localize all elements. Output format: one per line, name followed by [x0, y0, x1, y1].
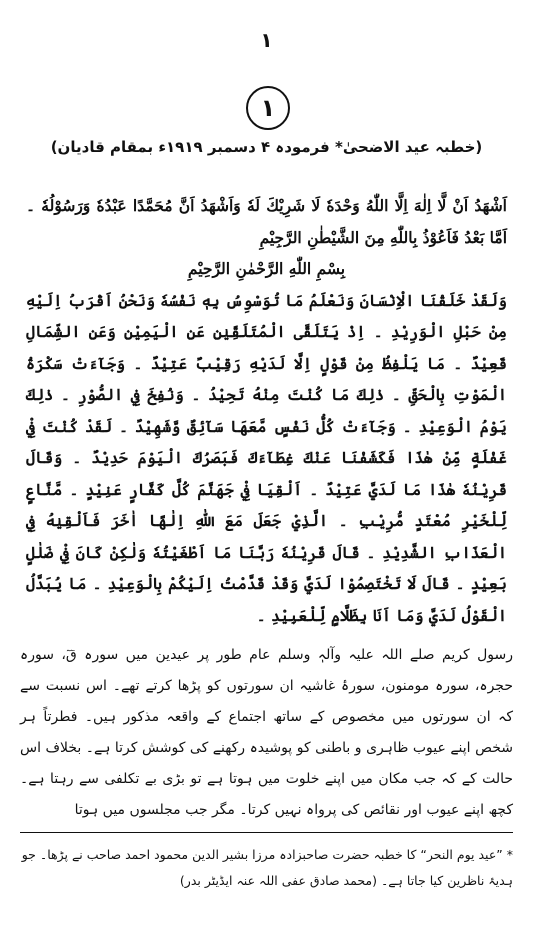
urdu-commentary: رسول کریم صلے اللہ علیہ وآلہٖ وسلم عام طور پر عیدین میں سورہ قٓ، سورہ حجرہ، سورہ مومنون، سورۂ غاشیہ ان سورتوں کو پڑھا کرتے تھے۔ اس نسبت سے کہ ان سورتوں میں مخصوص کے ساتھ اجتماع کے واقعہ مذکور ہیں۔ فطرتاً ہر شخص اپنے عیوب ظاہری و باطنی کو پوشیدہ رکھنے کی کوشش کرتا ہے۔ بخلاف اس حالت کے کہ جب مکان میں اپنے خلوت میں ہوتا ہے تو بڑی بے تکلفی سے رہتا ہے۔ کچھ اپنے عیوب اور نقائص کی پرواہ نہیں کرتا۔ مگر جب مجلسوں میں ہوتا [20, 647, 513, 818]
sermon-number: ۱ [260, 94, 276, 122]
footnote: * ”عید یوم النحر“ کا خطبہ حضرت صاحبزادہ مرزا بشیر الدین محمود احمد صاحب نے پڑھا۔ جو ہدیۂ ناظرین کیا جاتا ہے۔ (محمد صادق عفی اللہ عنہ ایڈیٹر بدر) [21, 847, 513, 888]
page-number: ۱ [260, 28, 273, 52]
sermon-number-circle [246, 86, 290, 130]
footnote-divider [20, 832, 513, 833]
arabic-quran-text [26, 190, 507, 631]
sermon-heading: (خطبہ عید الاضحیٰ* فرمودہ ۴ دسمبر ۱۹۱۹ء بمقام قادیان) [50, 138, 483, 156]
quran-verses: وَلَقَدْ خَلَقْنَا الْاِنْسَانَ وَنَعْلَمُ مَا تُوَسْوِسُ بِهٖ نَفْسُهٗ وَنَحْنُ اَقْرَبُ اِلَيْهِ مِنْ حَبْلِ الْوَرِيْدِ ۔ اِذْ يَتَلَقَّى الْمُتَلَقِّيٰنِ عَنِ الْيَمِيْنِ وَعَنِ الشِّمَالِ قَعِيْدٌ ۔ مَا يَلْفِظُ مِنْ قَوْلٍ اِلَّا لَدَيْهِ رَقِيْبٌ عَتِيْدٌ ۔ وَجَآءَتْ سَكْرَةُ الْمَوْتِ بِالْحَقِّ ۔ ذٰلِكَ مَا كُنْتَ مِنْهُ تَحِيْدُ ۔ وَنُفِخَ فِي الصُّوْرِ ۔ ذٰلِكَ يَوْمُ الْوَعِيْدِ ۔ وَجَآءَتْ كُلُّ نَفْسٍ مَّعَهَا سَآئِقٌ وَّشَهِيْدٌ ۔ لَقَدْ كُنْتَ فِيْ غَفْلَةٍ مِّنْ هٰذَا فَكَشَفْنَا عَنْكَ غِطَآءَكَ فَبَصَرُكَ الْيَوْمَ حَدِيْدٌ ۔ وَقَالَ قَرِيْنُهٗ هٰذَا مَا لَدَيَّ عَتِيْدٌ ۔ اَلْقِيَا فِيْ جَهَنَّمَ كُلَّ كَفَّارٍ عَنِيْدٍ ۔ مَّنَّاعٍ لِّلْخَيْرِ مُعْتَدٍ مُّرِيْبِ ۔ الَّذِيْ جَعَلَ مَعَ اللّٰهِ اِلٰهًا اٰخَرَ فَاَلْقِيٰهُ فِي الْعَذَابِ الشَّدِيْدِ ۔ قَالَ قَرِيْنُهٗ رَبَّنَا مَا اَطْغَيْتُهٗ وَلٰكِنْ كَانَ فِيْ ضَلٰلٍ بَعِيْدٍ ۔ قَالَ لَا تَخْتَصِمُوْا لَدَيَّ وَقَدْ قَدَّمْتُ اِلَيْكُمْ بِالْوَعِيْدِ ۔ مَا يُبَدَّلُ الْقَوْلُ لَدَيَّ وَمَا اَنَا بِظَلَّامٍ لِّلْعَبِيْدِ ۔ [26, 290, 507, 625]
bismillah-line: بِسْمِ اللّٰهِ الرَّحْمٰنِ الرَّحِيْمِ [187, 259, 346, 278]
shahada-line: اَشْهَدُ اَنْ لَّا اِلٰهَ اِلَّا اللّٰهُ وَحْدَهٗ لَا شَرِيْكَ لَهٗ وَاَشْهَدُ اَنَّ مُحَمَّدًا عَبْدُهٗ وَرَسُوْلُهٗ ۔ اَمَّا بَعْدُ فَاَعُوْذُ بِاللّٰهِ مِنَ الشَّيْطٰنِ الرَّجِيْمِ [26, 196, 507, 247]
